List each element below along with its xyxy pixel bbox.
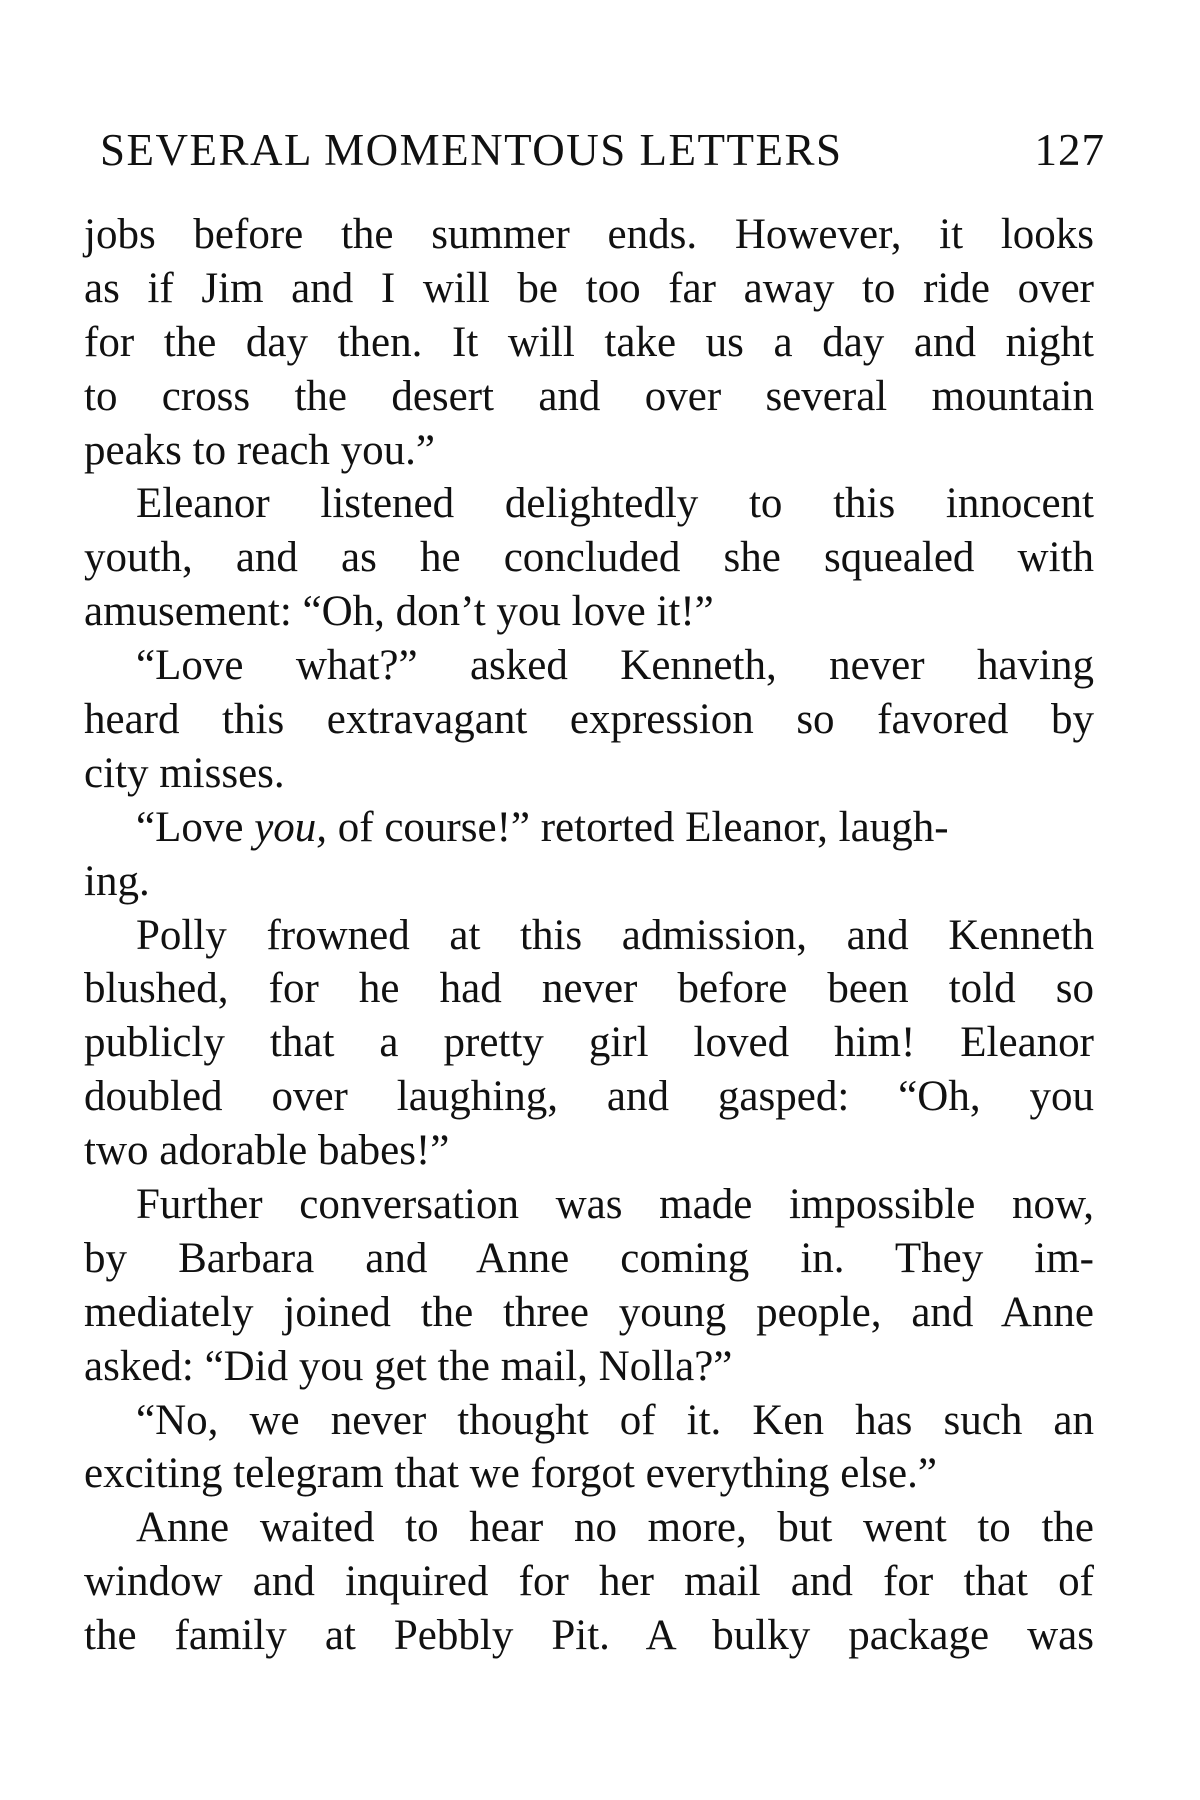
text-line: Polly frowned at this admission, and Kenneth (136, 911, 1094, 959)
text-line: Anne waited to hear no more, but went to the (136, 1504, 1094, 1552)
text-line: publicly that a pretty girl loved him! Eleanor (84, 1019, 1094, 1067)
text-line: amusement: “Oh, don’t you love it!” (84, 588, 714, 636)
text-segment: “Love (136, 803, 255, 851)
text-line: window and inquired for her mail and for that of (84, 1558, 1094, 1606)
text-line: jobs before the summer ends. However, it looks (84, 211, 1094, 258)
text-line: blushed, for he had never before been told so (84, 965, 1094, 1013)
text-line: heard this extravagant expression so favored by (84, 696, 1094, 744)
running-head (100, 118, 1105, 182)
chapter-title: SEVERAL MOMENTOUS LETTERS (100, 125, 843, 175)
text-line: the family at Pebbly Pit. A bulky package was (84, 1612, 1094, 1660)
text-line: doubled over laughing, and gasped: “Oh, you (84, 1073, 1094, 1121)
text-line: Eleanor listened delightedly to this innocent (136, 480, 1094, 528)
text-line: ing. (84, 857, 150, 905)
text-line: to cross the desert and over several mountain (84, 372, 1094, 420)
text-line: two adorable babes!” (84, 1127, 450, 1175)
text-line: for the day then. It will take us a day and night (84, 318, 1094, 366)
italic-text: you, (254, 803, 328, 851)
text-line: “Love what?” asked Kenneth, never having (136, 642, 1094, 690)
text-line: Further conversation was made impossible now, (136, 1181, 1094, 1229)
page-number: 127 (1034, 125, 1105, 175)
text-line: youth, and as he concluded she squealed with (84, 534, 1094, 582)
text-line: mediately joined the three young people, and Anne (84, 1288, 1094, 1336)
text-line: peaks to reach you.” (84, 426, 436, 474)
text-line: by Barbara and Anne coming in. They im- (84, 1234, 1094, 1282)
text-segment: of course!” retorted Eleanor, laugh- (327, 803, 949, 851)
text-line: city misses. (84, 749, 285, 797)
text-line (84, 801, 1094, 855)
body-text (84, 208, 1094, 1663)
text-line: “No, we never thought of it. Ken has such an (136, 1396, 1094, 1444)
text-line: exciting telegram that we forgot everything else.” (84, 1450, 937, 1498)
text-line: asked: “Did you get the mail, Nolla?” (84, 1342, 733, 1390)
text-line: as if Jim and I will be too far away to ride over (84, 264, 1094, 312)
